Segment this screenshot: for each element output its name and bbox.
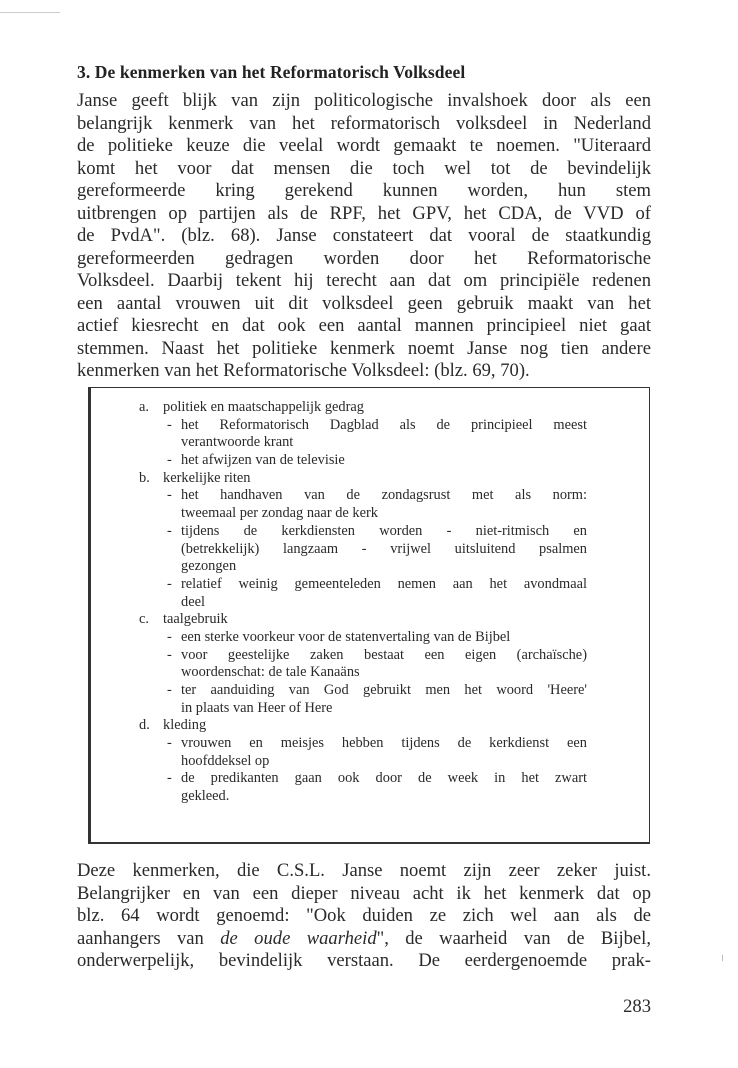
section-title: 3. De kenmerken van het Reformatorisch Volksdeel [77,62,466,82]
list-item-heading [139,611,587,629]
page-number: 283 [623,996,651,1017]
text-fragment: aanhangers van [77,927,221,949]
dash-marker: - [167,575,172,592]
list-bullet [139,770,587,805]
list-bullet [139,523,587,576]
list-item-label: taalgebruik [163,611,228,628]
list-item-label: kleding [163,717,207,734]
text-fragment: ", de waarheid van de Bijbel, [376,927,651,949]
dash-marker: - [167,522,172,539]
dash-marker: - [167,646,172,663]
dash-marker: - [167,628,172,645]
text-line: gereformeerde kring gerekend kunnen worden, hun stem [77,180,651,201]
text-line: uitbrengen op partijen als de RPF, het GPV, het CDA, de VVD of [77,202,651,224]
bullet-line: een sterke voorkeur voor de statenvertaling van de Bijbel [181,628,511,645]
text-line: een aantal vrouwen uit dit volksdeel geen gebruik maakt van het [77,292,651,314]
bullet-line: in plaats van Heer of Here [181,699,333,716]
bullet-line: het handhaven van de zondagsrust met als norm: [181,487,587,504]
italic-quote: de oude waarheid [220,927,377,949]
bullet-line: hoofddeksel op [181,752,270,769]
list-bullet [139,682,587,717]
list-bullet [139,647,587,682]
paragraph-2 [77,860,651,973]
text-line: gereformeerden gedragen worden door het Reformatorische [77,247,651,269]
list-item-label: politiek en maatschappelijk gedrag [163,399,364,415]
dash-marker: - [167,452,172,469]
list-letter: c. [139,611,149,628]
list-item-heading [139,717,587,735]
dash-marker: - [167,682,172,698]
bullet-line: woordenschat: de tale Kanaäns [181,664,360,681]
list-item-heading [139,470,587,488]
bullet-line: gezongen [181,558,237,575]
list-bullet [139,576,587,611]
bullet-line: tijdens de kerkdiensten worden - niet-ritmisch en [181,522,587,539]
dash-marker: - [167,416,172,433]
text-line: de PvdA". (blz. 68). Janse constateert dat vooral de staatkundig [77,225,651,246]
list-bullet [139,629,587,647]
bullet-line: het Reformatorisch Dagblad als de principieel meest [181,416,587,433]
dash-marker: - [167,487,172,504]
bullet-line: relatief weinig gemeenteleden nemen aan het avondmaal [181,575,587,592]
text-line: belangrijk kenmerk van het reformatorisch volksdeel in Nederland [77,112,651,134]
scan-edge-line [0,12,60,13]
list-item-heading [139,399,587,417]
bullet-line: vrouwen en meisjes hebben tijdens de kerkdienst een [181,735,587,752]
bullet-line: ter aanduiding van God gebruikt men het woord 'Heere' [181,682,587,698]
bullet-line: het afwijzen van de televisie [181,452,345,469]
text-line: onderwerpelijk, bevindelijk verstaan. De eerdergenoemde prak- [77,950,651,971]
bullet-line: deel [181,593,205,610]
list-bullet [139,417,587,452]
text-line: komt het voor dat mensen die toch wel tot de bevindelijk [77,157,651,179]
text-line: stemmen. Naast het politieke kenmerk noemt Janse nog tien andere [77,337,651,359]
text-line: actief kiesrecht en dat ook een aantal mannen principieel niet gaat [77,315,651,336]
list-letter: d. [139,717,150,734]
characteristics-list [139,399,587,806]
bullet-line: voor geestelijke zaken bestaat een eigen (archaïsche) [181,646,587,663]
text-line: blz. 64 wordt genoemd: "Ook duiden ze zich wel aan als de [77,905,651,926]
list-bullet [139,487,587,522]
list-letter: a. [139,399,149,415]
paragraph-1 [77,90,651,383]
bullet-line: verantwoorde krant [181,434,294,451]
text-line: Janse geeft blijk van zijn politicologische invalshoek door als een [77,90,651,111]
list-bullet [139,735,587,770]
dash-marker: - [167,770,172,787]
text-line: Volksdeel. Daarbij tekent hij terecht aan dat om principiële redenen [77,270,651,291]
bullet-line: gekleed. [181,788,230,805]
bullet-line: (betrekkelijk) langzaam - vrijwel uitsluitend psalmen [181,540,587,557]
text-line: kenmerken van het Reformatorische Volksdeel: (blz. 69, 70). [77,360,530,381]
bullet-line: de predikanten gaan ook door de week in het zwart [181,770,587,787]
text-line: Deze kenmerken, die C.S.L. Janse noemt zijn zeer zeker juist. [77,860,651,881]
bullet-line: tweemaal per zondag naar de kerk [181,505,378,522]
dash-marker: - [167,735,172,752]
list-item-label: kerkelijke riten [163,469,251,486]
list-letter: b. [139,469,150,486]
characteristics-box [88,387,650,844]
scan-mark [722,955,723,961]
text-line: Belangrijker en van een dieper niveau acht ik het kenmerk dat op [77,882,651,904]
text-line [77,928,651,951]
text-line: de politieke keuze die veelal wordt gemaakt te noemen. "Uiteraard [77,135,651,156]
list-bullet [139,452,587,470]
